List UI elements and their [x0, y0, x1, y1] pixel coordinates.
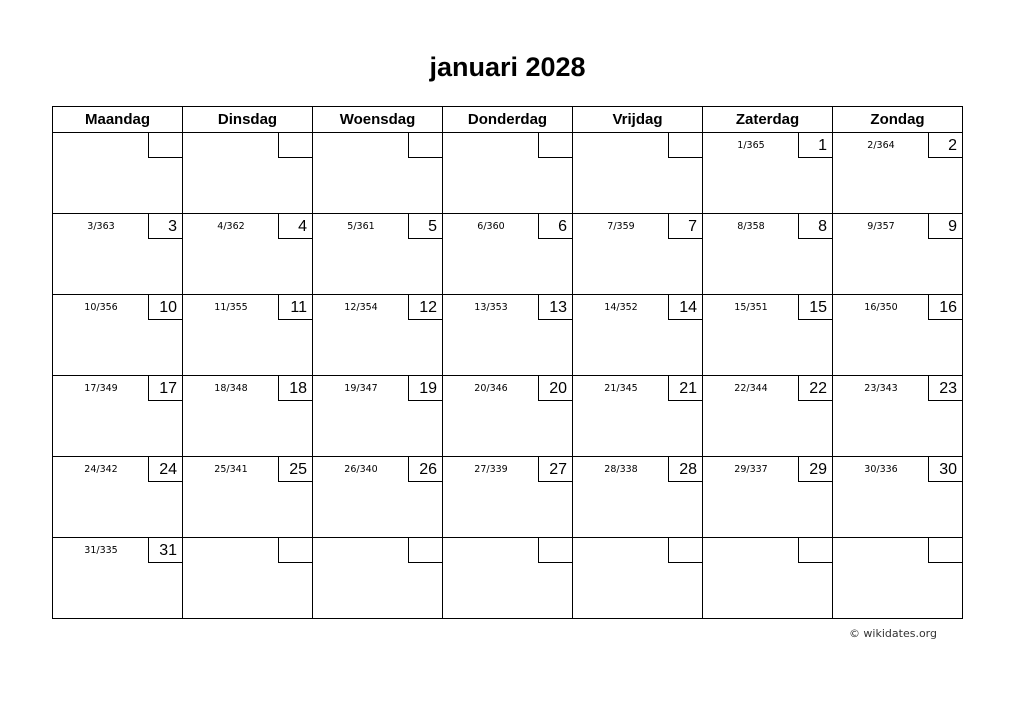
day-cell-content	[53, 457, 182, 537]
weekday-header-dinsdag: Dinsdag	[183, 107, 313, 133]
day-cell	[833, 133, 963, 214]
day-of-year-label: 13/353	[474, 302, 508, 313]
day-of-year-label: 4/362	[217, 221, 245, 232]
day-cell	[53, 457, 183, 538]
day-number-box: 6	[538, 214, 572, 239]
day-cell	[443, 214, 573, 295]
day-cell-content	[703, 457, 832, 537]
day-cell	[573, 538, 703, 619]
day-cell	[443, 295, 573, 376]
day-number-box: 7	[668, 214, 702, 239]
day-of-year-label: 20/346	[474, 383, 508, 394]
day-cell	[443, 457, 573, 538]
day-of-year-label: 21/345	[604, 383, 638, 394]
day-cell	[53, 295, 183, 376]
day-cell-content	[313, 376, 442, 456]
day-cell-content	[183, 538, 312, 618]
day-cell-content	[53, 295, 182, 375]
day-cell-content	[573, 457, 702, 537]
week-row	[53, 214, 963, 295]
day-number-box: 2	[928, 133, 962, 158]
day-number-box	[538, 538, 572, 563]
day-number-box: 16	[928, 295, 962, 320]
day-number-box: 8	[798, 214, 832, 239]
day-cell-content	[183, 214, 312, 294]
day-number-box: 5	[408, 214, 442, 239]
day-of-year-label: 27/339	[474, 464, 508, 475]
day-cell-content	[53, 538, 182, 618]
calendar-title: januari 2028	[429, 52, 586, 82]
day-of-year-label: 23/343	[864, 383, 898, 394]
day-number-box	[278, 538, 312, 563]
day-number-box: 9	[928, 214, 962, 239]
day-number-box: 1	[798, 133, 832, 158]
day-cell	[573, 376, 703, 457]
day-cell-content	[833, 214, 962, 294]
day-number-box	[668, 538, 702, 563]
day-of-year-label: 31/335	[84, 545, 118, 556]
day-cell	[703, 457, 833, 538]
day-number-box: 24	[148, 457, 182, 482]
day-cell-content	[183, 295, 312, 375]
day-number-box: 29	[798, 457, 832, 482]
day-number-box	[148, 133, 182, 158]
day-cell-content	[573, 295, 702, 375]
day-cell-content	[573, 214, 702, 294]
day-cell	[443, 376, 573, 457]
day-cell	[703, 376, 833, 457]
day-cell-content	[443, 214, 572, 294]
day-cell	[53, 538, 183, 619]
day-number-box: 11	[278, 295, 312, 320]
day-cell	[833, 376, 963, 457]
day-number-box	[538, 133, 572, 158]
day-cell-content	[313, 538, 442, 618]
day-cell-content	[53, 214, 182, 294]
day-number-box: 15	[798, 295, 832, 320]
day-cell-content	[833, 457, 962, 537]
day-cell	[313, 214, 443, 295]
day-cell-content	[703, 133, 832, 213]
day-cell	[703, 538, 833, 619]
weekday-header-woensdag: Woensdag	[313, 107, 443, 133]
day-number-box	[668, 133, 702, 158]
weekday-header-zaterdag: Zaterdag	[703, 107, 833, 133]
day-of-year-label: 10/356	[84, 302, 118, 313]
day-cell	[573, 133, 703, 214]
day-cell	[53, 376, 183, 457]
day-number-box: 31	[148, 538, 182, 563]
day-cell-content	[313, 295, 442, 375]
weekday-header-donderdag: Donderdag	[443, 107, 573, 133]
day-cell-content	[313, 214, 442, 294]
day-cell	[183, 376, 313, 457]
day-of-year-label: 28/338	[604, 464, 638, 475]
weekday-header-vrijdag: Vrijdag	[573, 107, 703, 133]
day-cell-content	[443, 295, 572, 375]
day-cell	[833, 538, 963, 619]
day-cell	[313, 457, 443, 538]
day-cell	[313, 538, 443, 619]
day-cell-content	[183, 457, 312, 537]
day-number-box: 19	[408, 376, 442, 401]
day-cell	[313, 376, 443, 457]
day-cell-content	[443, 133, 572, 213]
day-number-box: 23	[928, 376, 962, 401]
day-of-year-label: 26/340	[344, 464, 378, 475]
day-of-year-label: 18/348	[214, 383, 248, 394]
day-number-box	[408, 133, 442, 158]
day-cell-content	[703, 538, 832, 618]
day-cell	[573, 214, 703, 295]
week-row	[53, 538, 963, 619]
day-of-year-label: 25/341	[214, 464, 248, 475]
day-number-box	[928, 538, 962, 563]
day-number-box	[798, 538, 832, 563]
day-of-year-label: 19/347	[344, 383, 378, 394]
day-cell-content	[703, 376, 832, 456]
day-number-box: 12	[408, 295, 442, 320]
day-of-year-label: 15/351	[734, 302, 768, 313]
day-number-box: 14	[668, 295, 702, 320]
day-number-box: 4	[278, 214, 312, 239]
day-cell-content	[833, 538, 962, 618]
week-row	[53, 295, 963, 376]
day-cell	[443, 133, 573, 214]
day-cell-content	[573, 376, 702, 456]
day-cell	[833, 295, 963, 376]
day-cell-content	[313, 133, 442, 213]
day-number-box: 10	[148, 295, 182, 320]
day-cell-content	[833, 133, 962, 213]
day-number-box: 28	[668, 457, 702, 482]
day-cell	[183, 457, 313, 538]
day-of-year-label: 8/358	[737, 221, 765, 232]
day-of-year-label: 14/352	[604, 302, 638, 313]
day-cell-content	[703, 295, 832, 375]
day-cell	[703, 133, 833, 214]
day-of-year-label: 9/357	[867, 221, 895, 232]
day-cell	[313, 295, 443, 376]
day-number-box: 18	[278, 376, 312, 401]
day-of-year-label: 1/365	[737, 140, 765, 151]
copyright-footer: © wikidates.org	[848, 627, 937, 640]
day-cell	[183, 214, 313, 295]
day-of-year-label: 11/355	[214, 302, 248, 313]
weekday-header-zondag: Zondag	[833, 107, 963, 133]
day-cell	[183, 538, 313, 619]
day-number-box	[278, 133, 312, 158]
calendar-grid	[52, 106, 963, 619]
week-row	[53, 376, 963, 457]
calendar-body	[53, 133, 963, 619]
day-cell	[313, 133, 443, 214]
day-of-year-label: 30/336	[864, 464, 898, 475]
day-number-box: 27	[538, 457, 572, 482]
day-cell-content	[53, 376, 182, 456]
day-cell-content	[573, 538, 702, 618]
week-row	[53, 133, 963, 214]
day-cell-content	[183, 133, 312, 213]
day-cell-content	[183, 376, 312, 456]
day-cell	[443, 538, 573, 619]
day-of-year-label: 3/363	[87, 221, 115, 232]
day-number-box: 25	[278, 457, 312, 482]
day-of-year-label: 2/364	[867, 140, 895, 151]
day-cell	[833, 457, 963, 538]
week-row	[53, 457, 963, 538]
day-of-year-label: 24/342	[84, 464, 118, 475]
day-number-box: 17	[148, 376, 182, 401]
day-cell-content	[833, 295, 962, 375]
day-cell	[573, 295, 703, 376]
day-of-year-label: 7/359	[607, 221, 635, 232]
day-cell-content	[443, 457, 572, 537]
day-cell	[703, 295, 833, 376]
weekday-header-row	[53, 107, 963, 133]
day-of-year-label: 6/360	[477, 221, 505, 232]
day-of-year-label: 22/344	[734, 383, 768, 394]
day-number-box: 21	[668, 376, 702, 401]
day-cell	[183, 133, 313, 214]
day-of-year-label: 5/361	[347, 221, 375, 232]
day-number-box: 26	[408, 457, 442, 482]
day-number-box: 30	[928, 457, 962, 482]
day-number-box	[408, 538, 442, 563]
day-cell-content	[53, 133, 182, 213]
day-number-box: 20	[538, 376, 572, 401]
day-cell-content	[443, 538, 572, 618]
day-cell	[573, 457, 703, 538]
day-cell	[833, 214, 963, 295]
day-cell-content	[443, 376, 572, 456]
day-of-year-label: 17/349	[84, 383, 118, 394]
day-number-box: 22	[798, 376, 832, 401]
day-of-year-label: 12/354	[344, 302, 378, 313]
day-cell	[53, 214, 183, 295]
weekday-header-maandag: Maandag	[53, 107, 183, 133]
day-of-year-label: 16/350	[864, 302, 898, 313]
day-cell-content	[703, 214, 832, 294]
day-number-box: 13	[538, 295, 572, 320]
day-cell-content	[573, 133, 702, 213]
day-cell-content	[833, 376, 962, 456]
day-cell	[703, 214, 833, 295]
day-cell-content	[313, 457, 442, 537]
day-cell	[183, 295, 313, 376]
day-of-year-label: 29/337	[734, 464, 768, 475]
day-cell	[53, 133, 183, 214]
day-number-box: 3	[148, 214, 182, 239]
